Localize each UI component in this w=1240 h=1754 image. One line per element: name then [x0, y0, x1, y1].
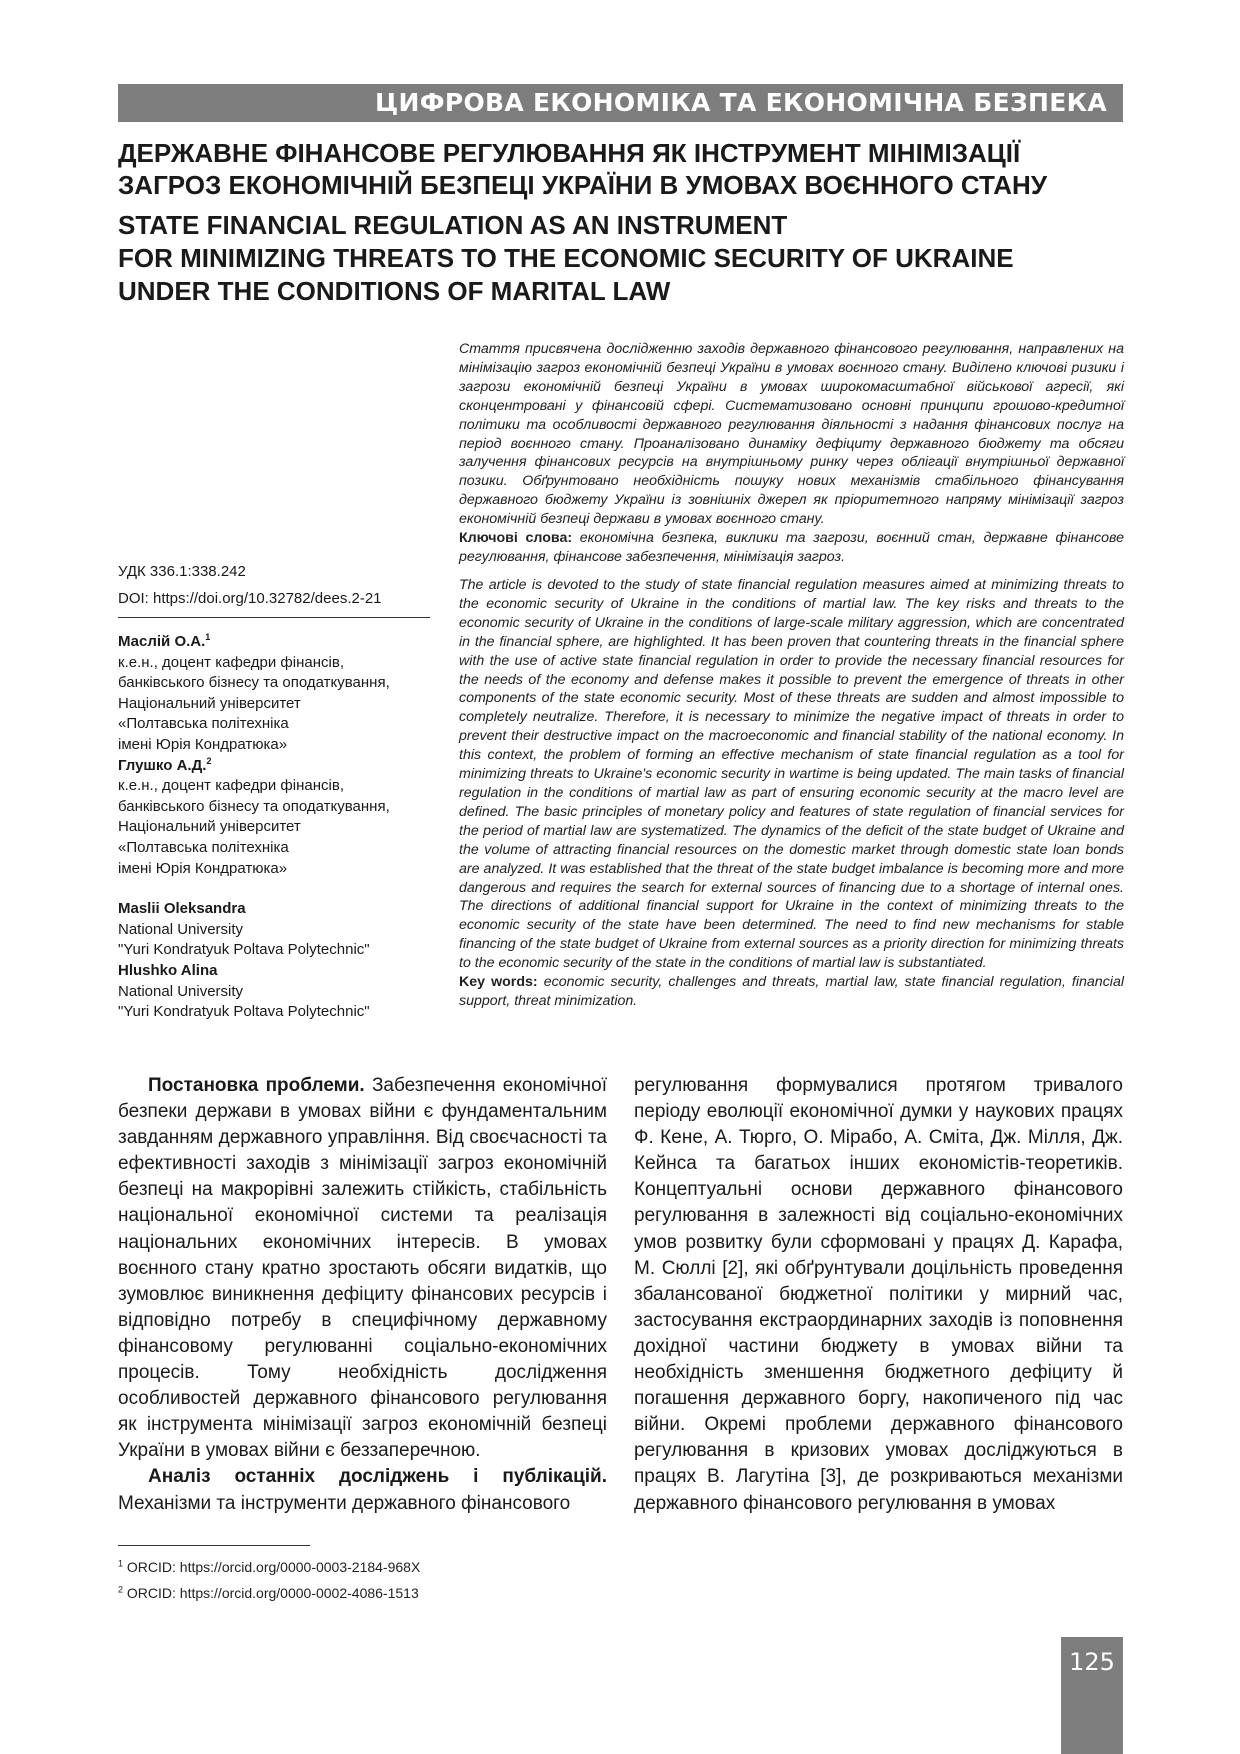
- paragraph-problem-statement: [118, 1073, 607, 1464]
- abstract-ua-text: Стаття присвячена дослідженню заходів державного фінансового регулювання, направлених на мінімізацію загроз економічній безпеці України в умовах воєнного стану. Виділено ключові ризики і загрози економічній безпеці України в умовах широкомасштабної військової агресії, які сконцентровані у фінансовій сфері. Систематизовано основні принципи грошово-кредитної політики та особливості державного регулювання діяльності з надання фінансових послуг на період воєнного стану. Проаналізовано динаміку дефіциту державного бюджету та обсяги залучення фінансових ресурсів на внутрішньому ринку через облігації внутрішньої державної позики. Обґрунтовано необхідність пошуку нових механізмів стабільного фінансування державного бюджету України із зовнішніх джерел як пріоритетного напряму мінімізації загроз економічній безпеці держави в умовах воєнного стану.: [459, 341, 1124, 528]
- author-1-footnote-mark: 1: [205, 632, 211, 642]
- author-1-affiliation-line: «Полтавська політехніка: [118, 715, 289, 733]
- author-1-name-text: Маслій О.А.: [118, 633, 206, 650]
- author-2-name: [118, 756, 438, 777]
- body-column-left: [118, 1073, 607, 1517]
- heading-literature-review: Аналіз останніх досліджень і публікацій.: [148, 1466, 607, 1488]
- author-1-affiliation-en: National University: [118, 920, 244, 938]
- author-2-affiliation-line: імені Юрія Кондратюка»: [118, 859, 288, 877]
- abstract-english: [459, 576, 1124, 1011]
- footnote-2: [118, 1584, 419, 1602]
- title-en-line-1: STATE FINANCIAL REGULATION AS AN INSTRUMENT: [118, 210, 788, 240]
- author-2-name-text: Глушко А.Д.: [118, 756, 207, 774]
- footnote-1: [118, 1558, 420, 1576]
- author-1-affiliation-line: імені Юрія Кондратюка»: [118, 735, 288, 753]
- abstract-ukrainian: [459, 340, 1124, 567]
- author-1-name: [118, 632, 438, 653]
- footnote-2-mark: 2: [118, 1584, 124, 1595]
- paragraph-literature-review: [118, 1464, 607, 1516]
- abstract-en-text: The article is devoted to the study of state financial regulation measures aimed at minimizing threats to the economic security of Ukraine in the conditions of martial law. The key risks and threats to the economic security of Ukraine in the conditions of large-scale military aggression, which are concentrated in the financial sphere, are highlighted. It has been proven that countering threats in the financial sphere with the use of active state financial regulation in order to provide the necessary financial resources for the needs of the economy and defense makes it possible to prevent the emergence of threats in other components of the state economic security. Most of these threats are sudden and almost impossible to completely neutralize. Therefore, it is necessary to minimize the negative impact of threats in order to prevent their destructive impact on the macroeconomic and financial stability of the national economy. In this context, the problem of forming an effective mechanism of state financial regulation as a tool for minimizing threats to Ukraine's economic security in wartime is being updated. The main tasks of financial regulation in the conditions of martial law as part of ensuring economic security at the macro level are defined. The basic principles of monetary policy and features of state regulation of financial services for the period of martial law are systematized. The dynamics of the deficit of the state budget of Ukraine and the volume of attracting financial resources on the domestic market through domestic state loan bonds are analyzed. It was established that the threat of the state budget imbalance is becoming more and more dangerous and requires the search for external sources of financing due to a shortage of internal ones. The directions of additional financial support for Ukraine in the context of minimizing threats to the economic security of the state have been determined. The need to find new mechanisms for stable financing of the state budget of Ukraine from external sources as a priority direction for minimizing threats to the economic security of the state in the conditions of martial law is substantiated.: [459, 577, 1124, 972]
- author-1-affiliation-line: Національний університет: [118, 694, 301, 712]
- author-1-affiliation-line: банківського бізнесу та оподаткування,: [118, 674, 390, 692]
- author-2-affiliation-line: к.е.н., доцент кафедри фінансів,: [118, 777, 344, 795]
- title-en-line-2: FOR MINIMIZING THREATS TO THE ECONOMIC SECURITY OF UKRAINE: [118, 243, 1014, 273]
- footnote-divider: [118, 1545, 310, 1546]
- author-block: [118, 632, 438, 1023]
- title-ua-line-1: ДЕРЖАВНЕ ФІНАНСОВЕ РЕГУЛЮВАННЯ ЯК ІНСТРУМЕНТ МІНІМІЗАЦІЇ: [118, 138, 1021, 168]
- author-2-affiliation-en: National University: [118, 982, 244, 1000]
- author-2-affiliation-line: Національний університет: [118, 818, 301, 836]
- text-problem-statement: Забезпечення економічної безпеки держави в умовах війни є фундаментальним завданням державного управління. Від своєчасності та ефективності заходів з мінімізації загроз економічній безпеці на макрорівні залежить стійкість, стабільність національної економічної системи та реалізація національних економічних інтересів. В умовах воєнного стану кратно зростають обсяги видатків, що зумовлює виникнення дефіциту фінансових ресурсів і відповідно потребу в специфічному державному фінансовому регулюванні соціально-економічних процесів. Тому необхідність дослідження особливостей державного фінансового регулювання як інструмента мінімізації загроз економічній безпеці України в умовах війни є беззаперечною.: [118, 1075, 607, 1462]
- text-literature-review: Механізми та інструменти державного фінансового: [118, 1492, 571, 1514]
- udc-code: УДК 336.1:338.242: [118, 563, 246, 580]
- author-1-affiliation-line: к.е.н., доцент кафедри фінансів,: [118, 653, 344, 671]
- footnote-1-mark: 1: [118, 1558, 124, 1569]
- paragraph-continued: регулювання формувалися протягом тривалого періоду еволюції економічної думки у наукових працях Ф. Кене, А. Тюрго, О. Мірабо, А. Сміта, Дж. Мілля, Дж. Кейнса та багатьох інших економістів-теоретиків. Концептуальні основи державного фінансового регулювання в залежності від соціально-економічних умов розвитку були сформовані у працях Д. Карафа, М. Сюллі [2], які обґрунтували доцільність проведення збалансованої бюджетної політики у мирний час, застосування екстраординарних заходів із поповнення дохідної частини бюджету в умовах війни та необхідність зменшення бюджетного дефіциту й погашення державного боргу, накопиченого під час війни. Окремі проблеми державного фінансового регулювання в кризових умовах досліджуються в працях В. Лагутіна [3], де розкриваються механізми державного фінансового регулювання в умовах: [634, 1075, 1123, 1514]
- author-2-affiliation-en: "Yuri Kondratyuk Poltava Polytechnic": [118, 1003, 370, 1021]
- keywords-en-label: Key words:: [459, 974, 538, 991]
- author-2-footnote-mark: 2: [206, 755, 212, 766]
- doi-link[interactable]: DOI: https://doi.org/10.32782/dees.2-21: [118, 590, 382, 607]
- keywords-en: economic security, challenges and threats, martial law, state financial regulation, financial support, threat minimization.: [459, 974, 1124, 1009]
- page-number: 125: [1069, 1648, 1115, 1676]
- author-spacer: [118, 879, 438, 899]
- title-en-line-3: UNDER THE CONDITIONS OF MARITAL LAW: [118, 276, 671, 306]
- title-ukrainian: [118, 137, 1118, 201]
- section-header: ЦИФРОВА ЕКОНОМІКА ТА ЕКОНОМІЧНА БЕЗПЕКА: [118, 84, 1123, 122]
- heading-problem-statement: Постановка проблеми.: [148, 1075, 365, 1096]
- keywords-ua-label: Ключові слова:: [459, 530, 573, 547]
- meta-divider: [118, 617, 430, 618]
- title-english: [118, 209, 1118, 308]
- author-2-name-en: Hlushko Alina: [118, 961, 218, 979]
- body-column-right: [634, 1073, 1123, 1517]
- author-2-affiliation-line: банківського бізнесу та оподаткування,: [118, 797, 390, 815]
- keywords-ua: економічна безпека, виклики та загрози, воєнний стан, державне фінансове регулювання, фінансове забезпечення, мінімізація загроз.: [459, 530, 1124, 565]
- title-ua-line-2: ЗАГРОЗ ЕКОНОМІЧНІЙ БЕЗПЕЦІ УКРАЇНИ В УМОВАХ ВОЄННОГО СТАНУ: [118, 170, 1048, 200]
- footnote-2-orcid[interactable]: ORCID: https://orcid.org/0000-0002-4086-1513: [126, 1585, 419, 1601]
- footnote-1-orcid[interactable]: ORCID: https://orcid.org/0000-0003-2184-968X: [126, 1559, 421, 1575]
- author-2-affiliation-line: «Полтавська політехніка: [118, 838, 289, 856]
- author-1-affiliation-en: "Yuri Kondratyuk Poltava Polytechnic": [118, 941, 370, 959]
- author-1-name-en: Maslii Oleksandra: [118, 900, 246, 918]
